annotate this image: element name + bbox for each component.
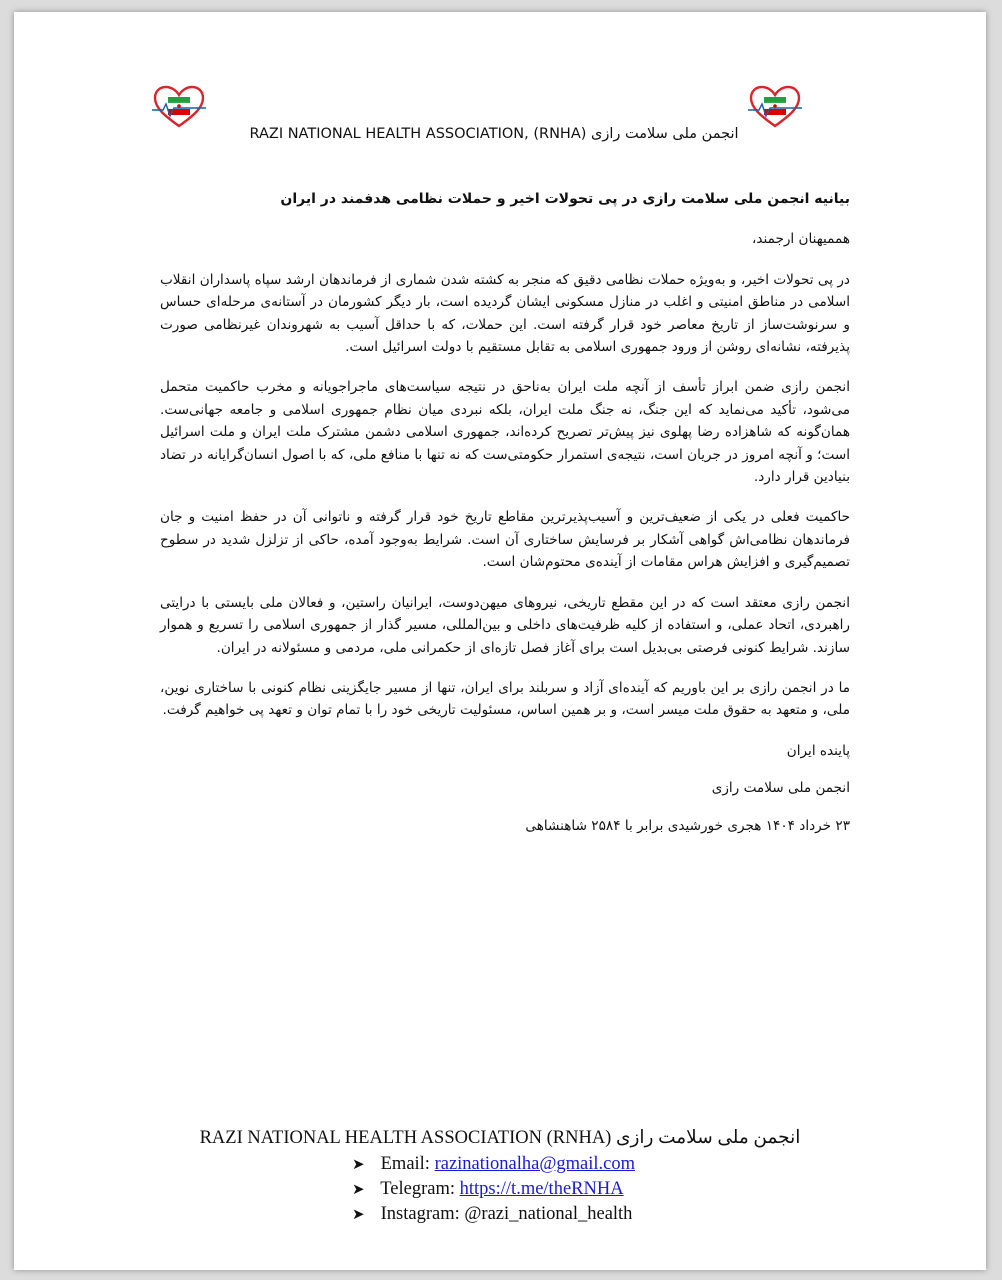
arrow-bullet-icon: ➤ [352, 1182, 365, 1198]
footer-contact [14, 1126, 986, 1227]
header-org-fa: انجمن ملی سلامت رازی [591, 126, 739, 142]
document-page [14, 12, 986, 1270]
contact-list [14, 1152, 986, 1227]
paragraph-3: حاکمیت فعلی در یکی از ضعیف‌ترین و آسیب‌پذیرترین مقاطع تاریخ خود قرار گرفته و ناتوانی آن در حفظ امنیت و جان فرماندهان نظامی‌اش گواهی آشکار بر فرسایش ساختاری آن است. شرایط به‌وجود آمده، حاکی از تزلزل شدید در سطوح تصمیم‌گیری و افزایش هراس مقامات از آینده‌ی محتوم‌شان است. [160, 509, 850, 571]
statement-title: بیانیه انجمن ملی سلامت رازی در پی تحولات اخیر و حملات نظامی هدفمند در ایران [280, 191, 850, 207]
rnha-logo-right [747, 84, 803, 130]
paragraph-1: در پی تحولات اخیر، و به‌ویژه حملات نظامی دقیق که منجر به کشته شدن شماری از فرماندهان ارشد سپاه پاسداران انقلاب اسلامی در مناطق امنیتی و اغلب در منازل مسکونی ایشان گردیده است، بار دیگر کشورمان در آستانه‌ی مرحله‌ای حساس و سرنوشت‌ساز از تاریخ معاصر خود قرار گرفته است. این حملات، که با حداقل آسیب به شهروندان غیرنظامی صورت پذیرفته، نشانه‌ای روشن از ورود جمهوری اسلامی به تقابل مستقیم با دولت اسرائیل است. [160, 271, 850, 356]
paragraph-2: انجمن رازی ضمن ابراز تأسف از آنچه ملت ایران به‌ناحق در نتیجه سیاست‌های ماجراجویانه و مخرب حاکمیت متحمل می‌شود، تأکید می‌نماید که این جنگ، نه جنگ ملت ایران، بلکه نبردی میان نظام جمهوری اسلامی و جامعه جهانی‌ست. همان‌گونه که شاهزاده رضا پهلوی نیز پیش‌تر تصریح کرده‌اند، جمهوری اسلامی دشمن مشترک ملت ایران و ملت اسرائیل است؛ و آنچه امروز در جریان است، نتیجه‌ی استمرار حکومتی‌ست که نه تنها با منافع ملی، که با اصول انسان‌گرایانه در تضاد بنیادین قرار دارد. [160, 379, 850, 486]
greeting: هممیهنان ارجمند، [751, 231, 850, 248]
signature: انجمن ملی سلامت رازی [711, 780, 850, 797]
instagram-label: Instagram: [380, 1204, 460, 1224]
statement-body [160, 188, 850, 852]
arrow-bullet-icon: ➤ [352, 1157, 365, 1173]
arrow-bullet-icon: ➤ [352, 1207, 365, 1223]
email-link[interactable]: razinationalha@gmail.com [434, 1154, 635, 1174]
rnha-logo-left [151, 84, 207, 130]
footer-org-en: RAZI NATIONAL HEALTH ASSOCIATION (RNHA) [199, 1128, 612, 1148]
telegram-label: Telegram: [380, 1179, 456, 1199]
contact-email [352, 1152, 986, 1177]
email-label: Email: [380, 1154, 430, 1174]
footer-org-fa: انجمن ملی سلامت رازی [615, 1128, 801, 1148]
date: ۲۳ خرداد ۱۴۰۴ هجری خورشیدی برابر با ۲۵۸۴ شاهنشاهی [525, 817, 850, 834]
heart-flag-logo-icon [747, 84, 803, 130]
heart-flag-logo-icon [151, 84, 207, 130]
contact-telegram [352, 1177, 986, 1202]
paragraph-4: انجمن رازی معتقد است که در این مقطع تاریخی، نیروهای میهن‌دوست، ایرانیان راستین، و فعالان ملی بایستی با درایتی راهبردی، اتحاد عملی، و استفاده از کلیه ظرفیت‌های داخلی و بین‌المللی، مسیر گذار از جمهوری اسلامی را تسریع و هموار سازند. شرایط کنونی فرصتی بی‌بدیل است برای آغاز فصل تازه‌ای از حکمرانی ملی، مردمی و مسئولانه در ایران. [160, 594, 850, 656]
telegram-link[interactable]: https://t.me/theRNHA [459, 1179, 624, 1199]
closing: پاینده ایران [786, 742, 850, 759]
instagram-handle: @razi_national_health [464, 1204, 633, 1224]
header-organization [219, 126, 769, 142]
paragraph-5: ما در انجمن رازی بر این باوریم که آینده‌ای آزاد و سربلند برای ایران، تنها از مسیر جایگزینی نظام کنونی با ساختاری نوین، ملی، و متعهد به حقوق ملت میسر است، و بر همین اساس، مسئولیت تاریخی خود را با تمام توان و تعهد پی خواهیم گرفت. [160, 679, 850, 719]
footer-organization [14, 1126, 986, 1150]
contact-instagram [352, 1202, 986, 1227]
header-org-en: RAZI NATIONAL HEALTH ASSOCIATION, (RNHA) [249, 126, 587, 142]
